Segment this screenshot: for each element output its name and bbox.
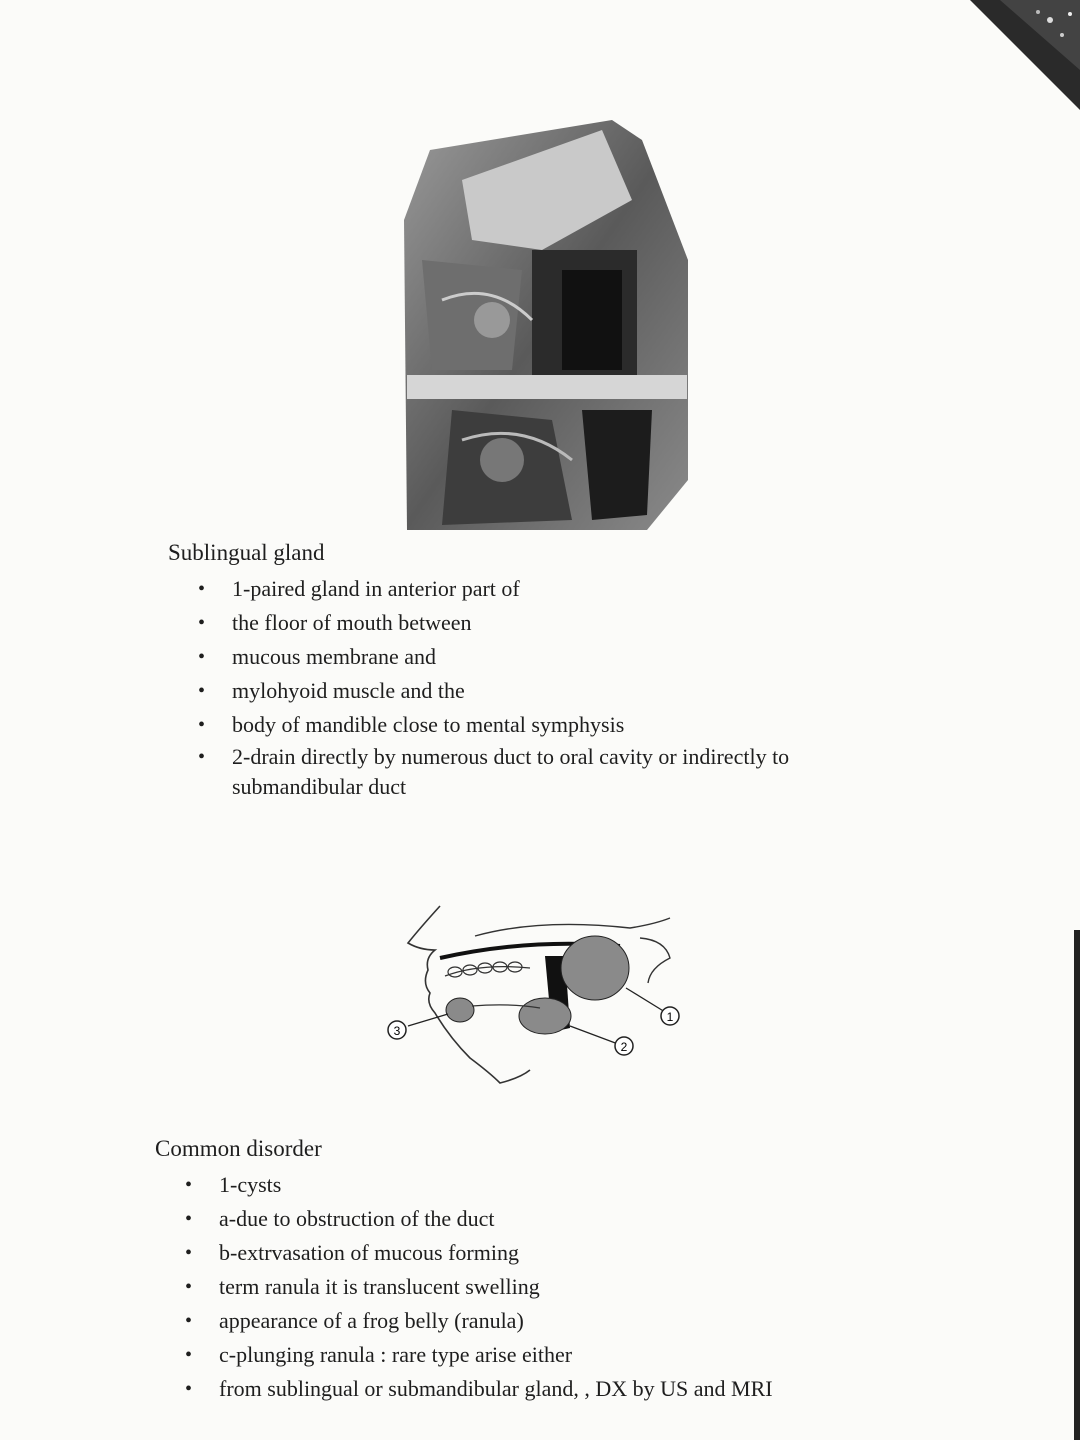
diagram-label-1: 1: [666, 1010, 674, 1024]
list-item: • 1-cysts: [185, 1168, 905, 1202]
list-item: • a-due to obstruction of the duct: [185, 1202, 905, 1236]
list-item: • mucous membrane and: [198, 640, 898, 674]
common-disorder-list: [185, 1168, 905, 1406]
sublingual-gland-heading: Sublingual gland: [168, 540, 325, 565]
list-item: • 1-paired gland in anterior part of: [198, 572, 898, 606]
list-item: • body of mandible close to mental symphysis: [198, 708, 898, 742]
list-item: • mylohyoid muscle and the: [198, 674, 898, 708]
sublingual-gland-photo: [402, 120, 694, 535]
salivary-glands-diagram: [380, 898, 690, 1090]
list-item: • 2-drain directly by numerous duct to oral cavity or indirectly to submandibular duct: [198, 742, 898, 802]
list-item: • appearance of a frog belly (ranula): [185, 1304, 905, 1338]
list-item: • b-extrvasation of mucous forming: [185, 1236, 905, 1270]
diagram-label-3: 3: [393, 1024, 401, 1038]
scan-corner-shadow: [910, 0, 1080, 120]
list-item: • c-plunging ranula : rare type arise either: [185, 1338, 905, 1372]
list-item: • term ranula it is translucent swelling: [185, 1270, 905, 1304]
common-disorder-heading: Common disorder: [155, 1136, 322, 1161]
list-item: • from sublingual or submandibular gland, , DX by US and MRI: [185, 1372, 905, 1406]
diagram-label-2: 2: [620, 1040, 628, 1054]
list-item: • the floor of mouth between: [198, 606, 898, 640]
scan-right-edge: [1074, 930, 1080, 1440]
sublingual-gland-list: [198, 572, 898, 802]
